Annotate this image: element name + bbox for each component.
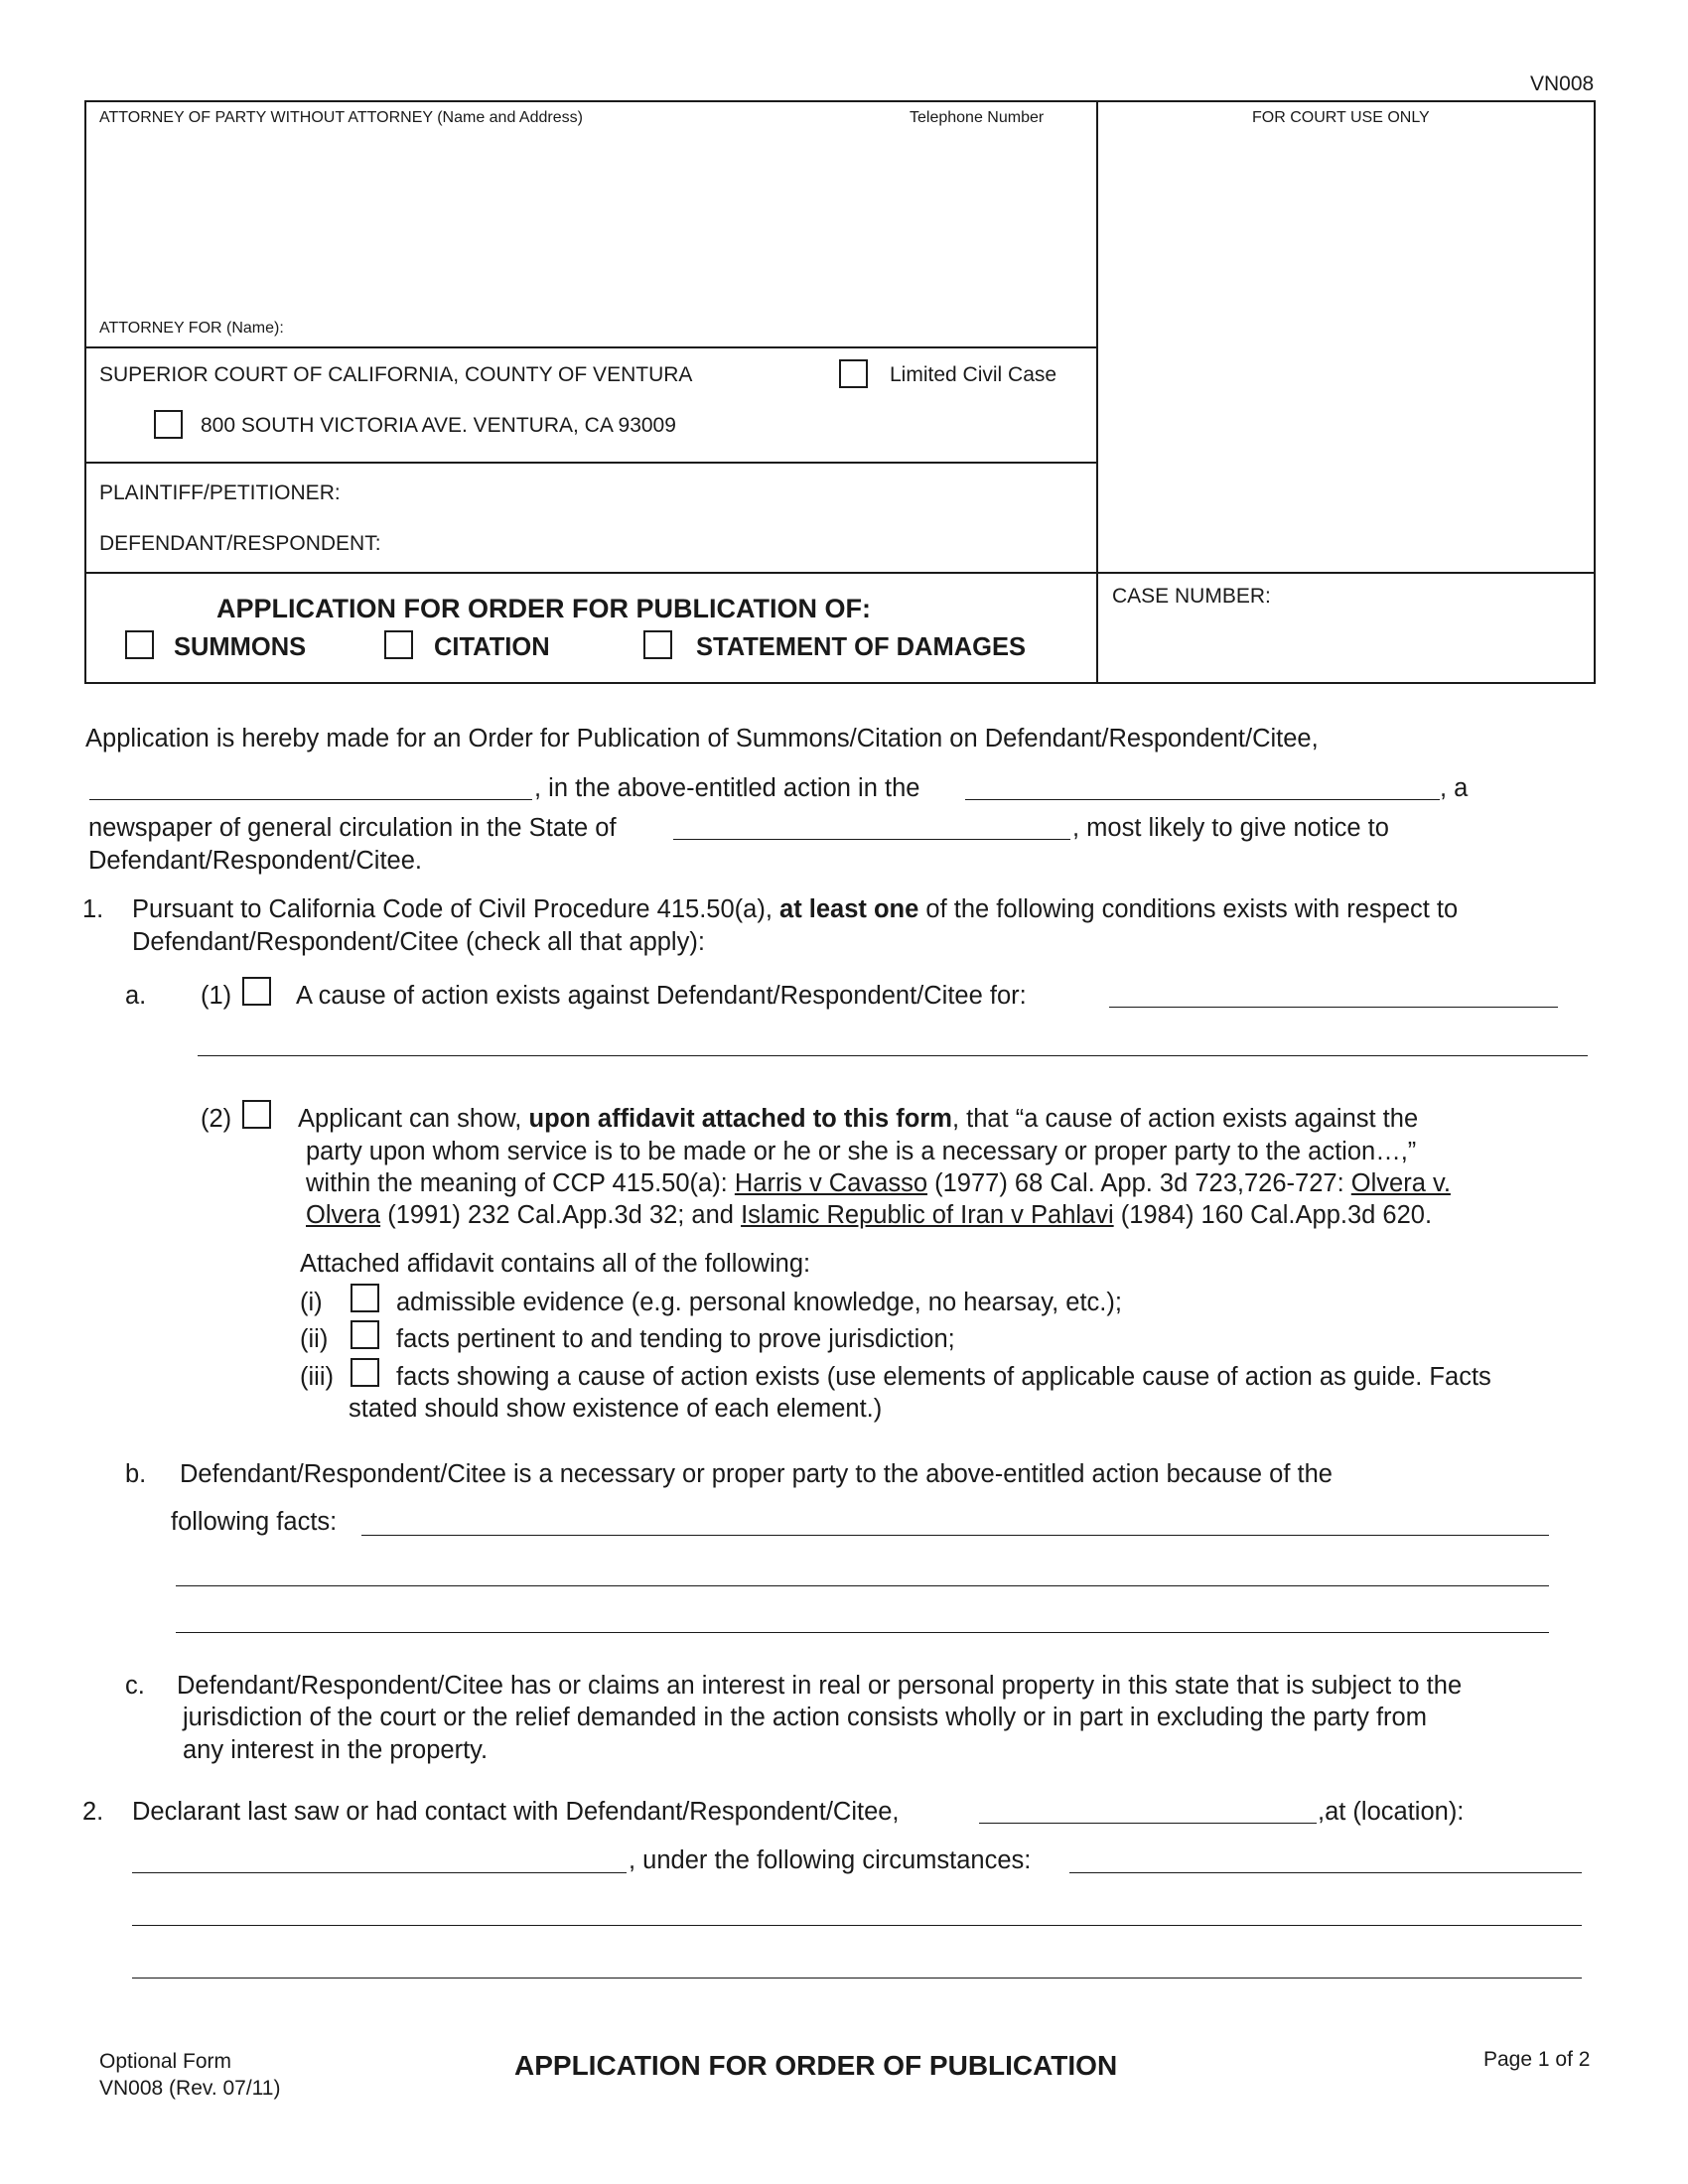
- item-ii-text: facts pertinent to and tending to prove jurisdiction;: [396, 1325, 955, 1353]
- affidavit-checkbox[interactable]: [242, 1100, 271, 1129]
- cause-of-action-checkbox[interactable]: [242, 977, 271, 1006]
- row-divider-3: [84, 572, 1596, 574]
- affidavit-intro: Attached affidavit contains all of the following:: [300, 1250, 811, 1278]
- telephone-label: Telephone Number: [910, 109, 1045, 126]
- attorney-for-label: ATTORNEY FOR (Name):: [99, 320, 284, 337]
- circumstances-field-2[interactable]: [132, 1925, 1582, 1926]
- case-number-label: CASE NUMBER:: [1112, 585, 1271, 608]
- intro-line-3-end: , most likely to give notice to: [1072, 814, 1389, 842]
- case-citation-olvera-b: Olvera: [306, 1201, 381, 1229]
- facts-field-3[interactable]: [176, 1632, 1549, 1633]
- item-iii-text-2: stated should show existence of each element.): [349, 1395, 883, 1423]
- item-1a2-line-3: [306, 1171, 1451, 1197]
- item-1a2-bold: upon affidavit attached to this form: [528, 1105, 952, 1133]
- item-1c-line-1: Defendant/Respondent/Citee has or claims an interest in real or personal property in this state that is subject to the: [177, 1672, 1463, 1700]
- item-1a2-number: (2): [201, 1105, 232, 1133]
- item-1a2-line-3-pre: within the meaning of CCP 415.50(a):: [306, 1169, 728, 1197]
- item-iii-text: facts showing a cause of action exists (use elements of applicable cause of action as guide. Facts: [396, 1363, 1491, 1391]
- item-1c-line-2: jurisdiction of the court or the relief demanded in the action consists wholly or in part in excluding the party from: [183, 1704, 1427, 1731]
- item-1a-label: a.: [125, 982, 147, 1010]
- item-1c-label: c.: [125, 1672, 145, 1700]
- admissible-evidence-checkbox[interactable]: [351, 1284, 379, 1312]
- form-code: VN008: [1530, 72, 1595, 95]
- facts-field-2[interactable]: [176, 1585, 1549, 1586]
- jurisdiction-facts-checkbox[interactable]: [351, 1320, 379, 1349]
- newspaper-name-field[interactable]: [965, 799, 1440, 800]
- circumstances-field-3[interactable]: [132, 1978, 1582, 1979]
- facts-field-1[interactable]: [361, 1535, 1549, 1536]
- state-field[interactable]: [673, 839, 1070, 840]
- summons-label: SUMMONS: [174, 633, 307, 661]
- damages-checkbox[interactable]: [643, 630, 672, 659]
- citation-label: CITATION: [434, 633, 550, 661]
- item-1-line-2: Defendant/Respondent/Citee (check all that apply):: [132, 928, 705, 956]
- item-iii-number: (iii): [300, 1363, 334, 1391]
- item-1a2-line-1: [298, 1107, 1418, 1133]
- row-divider-1: [84, 346, 1097, 348]
- item-i-text: admissible evidence (e.g. personal knowledge, no hearsay, etc.);: [396, 1289, 1122, 1316]
- intro-line-2-end: , a: [1440, 774, 1469, 802]
- item-2-line-1: Declarant last saw or had contact with Defendant/Respondent/Citee,: [132, 1798, 900, 1826]
- cause-of-action-field-2[interactable]: [198, 1055, 1588, 1056]
- intro-line-3-start: newspaper of general circulation in the State of: [88, 814, 617, 842]
- footer-revision: VN008 (Rev. 07/11): [99, 2077, 281, 2100]
- caption-divider: [1096, 100, 1098, 684]
- circumstances-field-1[interactable]: [1069, 1872, 1582, 1873]
- limited-civil-checkbox[interactable]: [839, 359, 868, 388]
- case-citation-pahlavi: Islamic Republic of Iran v Pahlavi: [741, 1201, 1114, 1229]
- defendant-label: DEFENDANT/RESPONDENT:: [99, 532, 381, 555]
- item-1a2-line-4: [306, 1203, 1432, 1229]
- item-1a2-line-2: party upon whom service is to be made or he or she is a necessary or proper party to the action…,”: [306, 1138, 1417, 1165]
- damages-label: STATEMENT OF DAMAGES: [696, 633, 1026, 661]
- item-2-line-1-end: ,at (location):: [1318, 1798, 1465, 1826]
- item-1-post: of the following conditions exists with respect to: [925, 895, 1459, 923]
- court-address: 800 SOUTH VICTORIA AVE. VENTURA, CA 93009: [201, 414, 676, 437]
- intro-line-2-mid: , in the above-entitled action in the: [534, 774, 920, 802]
- footer-optional-form: Optional Form: [99, 2050, 232, 2073]
- item-1-pre: Pursuant to California Code of Civil Procedure 415.50(a),: [132, 895, 773, 923]
- item-1a1-text: A cause of action exists against Defendant/Respondent/Citee for:: [296, 982, 1027, 1010]
- item-1-bold: at least one: [779, 895, 919, 923]
- item-1a2-line-4-end: (1984) 160 Cal.App.3d 620.: [1120, 1201, 1433, 1229]
- last-contact-date-field[interactable]: [979, 1823, 1317, 1824]
- item-1-line-1: [132, 897, 1458, 923]
- plaintiff-label: PLAINTIFF/PETITIONER:: [99, 481, 341, 504]
- footer-page: Page 1 of 2: [1483, 2048, 1591, 2071]
- item-2-line-2-mid: , under the following circumstances:: [629, 1846, 1032, 1874]
- defendant-name-field[interactable]: [89, 799, 532, 800]
- court-address-checkbox[interactable]: [154, 410, 183, 439]
- item-1b-label: b.: [125, 1460, 147, 1488]
- item-1a2-post: , that “a cause of action exists against the: [951, 1105, 1419, 1133]
- location-field[interactable]: [132, 1872, 627, 1873]
- item-2-number: 2.: [82, 1798, 104, 1826]
- item-1-number: 1.: [82, 895, 104, 923]
- case-citation-harris: Harris v Cavasso: [734, 1169, 928, 1197]
- item-1c-line-3: any interest in the property.: [183, 1736, 489, 1764]
- attorney-label: ATTORNEY OF PARTY WITHOUT ATTORNEY (Name and Address): [99, 109, 583, 126]
- intro-line-4: Defendant/Respondent/Citee.: [88, 847, 422, 875]
- cause-facts-checkbox[interactable]: [351, 1358, 379, 1387]
- footer-title: APPLICATION FOR ORDER OF PUBLICATION: [514, 2050, 1118, 2081]
- item-1a2-line-3-mid: (1977) 68 Cal. App. 3d 723,726-727:: [934, 1169, 1344, 1197]
- court-name: SUPERIOR COURT OF CALIFORNIA, COUNTY OF VENTURA: [99, 363, 693, 386]
- case-citation-olvera-a: Olvera v.: [1350, 1169, 1451, 1197]
- item-1a2-pre: Applicant can show,: [298, 1105, 522, 1133]
- limited-civil-label: Limited Civil Case: [890, 363, 1057, 386]
- item-1a2-line-4-mid: (1991) 232 Cal.App.3d 32; and: [387, 1201, 734, 1229]
- item-ii-number: (ii): [300, 1325, 329, 1353]
- form-heading: APPLICATION FOR ORDER FOR PUBLICATION OF:: [216, 594, 871, 623]
- summons-checkbox[interactable]: [125, 630, 154, 659]
- intro-line-1: Application is hereby made for an Order for Publication of Summons/Citation on Defendant/Respondent/Citee,: [85, 725, 1319, 752]
- citation-checkbox[interactable]: [384, 630, 413, 659]
- row-divider-2: [84, 462, 1097, 464]
- cause-of-action-field[interactable]: [1109, 1007, 1558, 1008]
- item-1b-line-2: following facts:: [171, 1508, 338, 1536]
- item-1a1-number: (1): [201, 982, 232, 1010]
- item-1b-line-1: Defendant/Respondent/Citee is a necessary or proper party to the above-entitled action because of the: [180, 1460, 1333, 1488]
- court-use-label: FOR COURT USE ONLY: [1252, 109, 1430, 126]
- item-i-number: (i): [300, 1289, 323, 1316]
